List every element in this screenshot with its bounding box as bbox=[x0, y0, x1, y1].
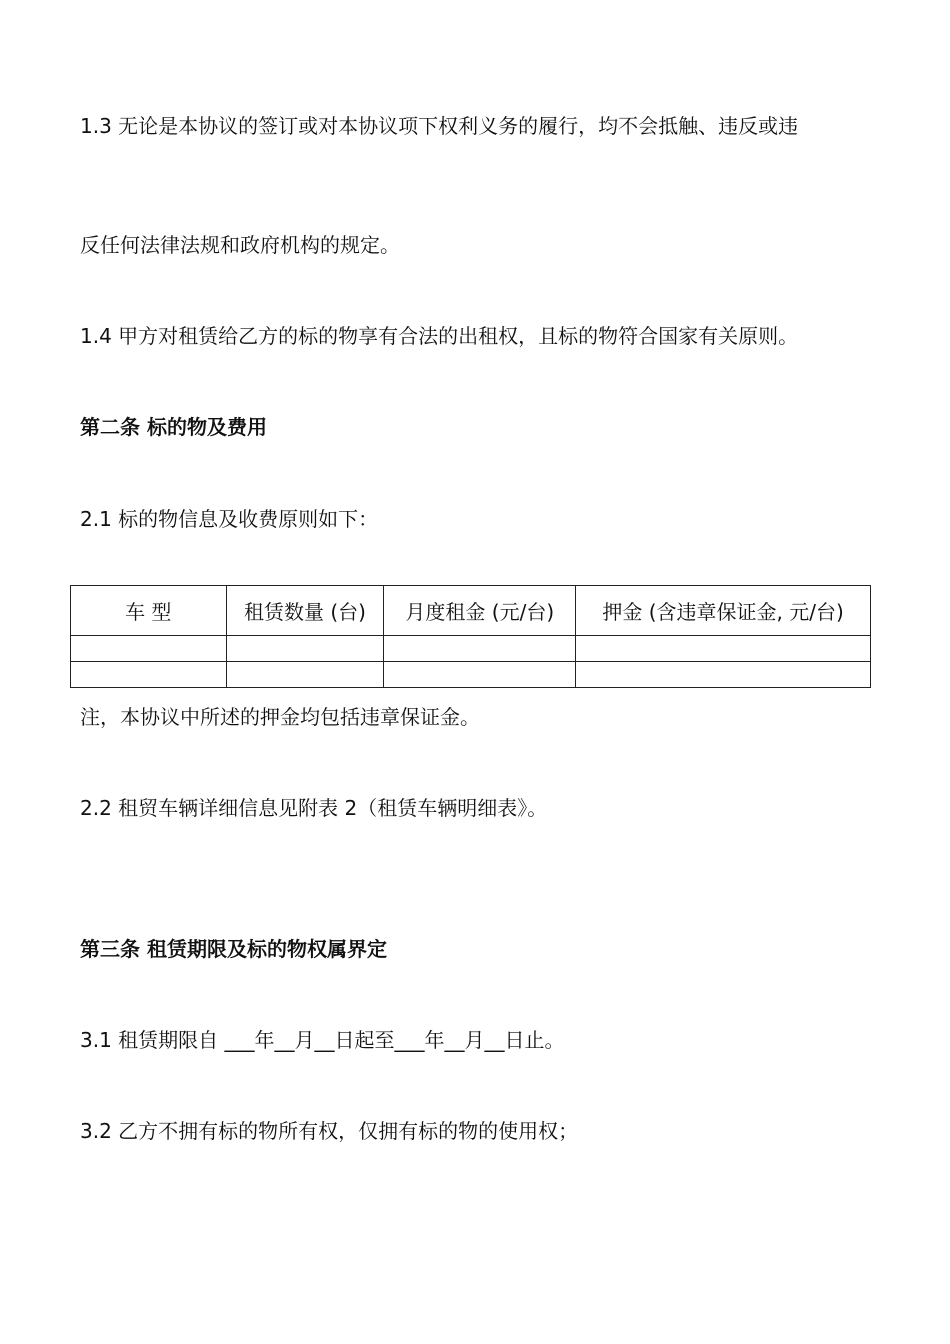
column-header-deposit: 押金 (含违章保证金, 元/台) bbox=[576, 586, 871, 636]
vehicle-fee-table bbox=[70, 585, 871, 688]
table-cell bbox=[71, 662, 227, 688]
table-cell bbox=[384, 636, 576, 662]
clause-1-3-line-2: 反任何法律法规和政府机构的规定。 bbox=[80, 233, 400, 257]
deposit-note: 注，本协议中所述的押金均包括违章保证金。 bbox=[80, 705, 480, 729]
table-row bbox=[71, 662, 871, 688]
table-cell bbox=[576, 662, 871, 688]
table-cell bbox=[576, 636, 871, 662]
table-cell bbox=[226, 662, 384, 688]
clause-2-2: 2.2 租贸车辆详细信息见附表 2（租赁车辆明细表》。 bbox=[80, 796, 548, 820]
table-cell bbox=[226, 636, 384, 662]
section-3-heading: 第三条 租赁期限及标的物权属界定 bbox=[80, 937, 387, 961]
clause-2-1: 2.1 标的物信息及收费原则如下： bbox=[80, 507, 379, 531]
clause-3-1: 3.1 租赁期限自 ___年__月__日起至___年__月__日止。 bbox=[80, 1028, 565, 1052]
clause-3-2: 3.2 乙方不拥有标的物所有权，仅拥有标的物的使用权； bbox=[80, 1119, 579, 1143]
table-cell bbox=[71, 636, 227, 662]
table-cell bbox=[384, 662, 576, 688]
column-header-monthly-rent: 月度租金 (元/台) bbox=[384, 586, 576, 636]
table-row bbox=[71, 636, 871, 662]
clause-1-3-line-1: 1.3 无论是本协议的签订或对本协议项下权利义务的履行，均不会抵触、违反或违 bbox=[80, 114, 799, 138]
table-header-row bbox=[71, 586, 871, 636]
column-header-vehicle-type: 车 型 bbox=[71, 586, 227, 636]
column-header-quantity: 租赁数量 (台) bbox=[226, 586, 384, 636]
section-2-heading: 第二条 标的物及费用 bbox=[80, 415, 267, 439]
clause-1-4: 1.4 甲方对租赁给乙方的标的物享有合法的出租权，且标的物符合国家有关原则。 bbox=[80, 324, 799, 348]
